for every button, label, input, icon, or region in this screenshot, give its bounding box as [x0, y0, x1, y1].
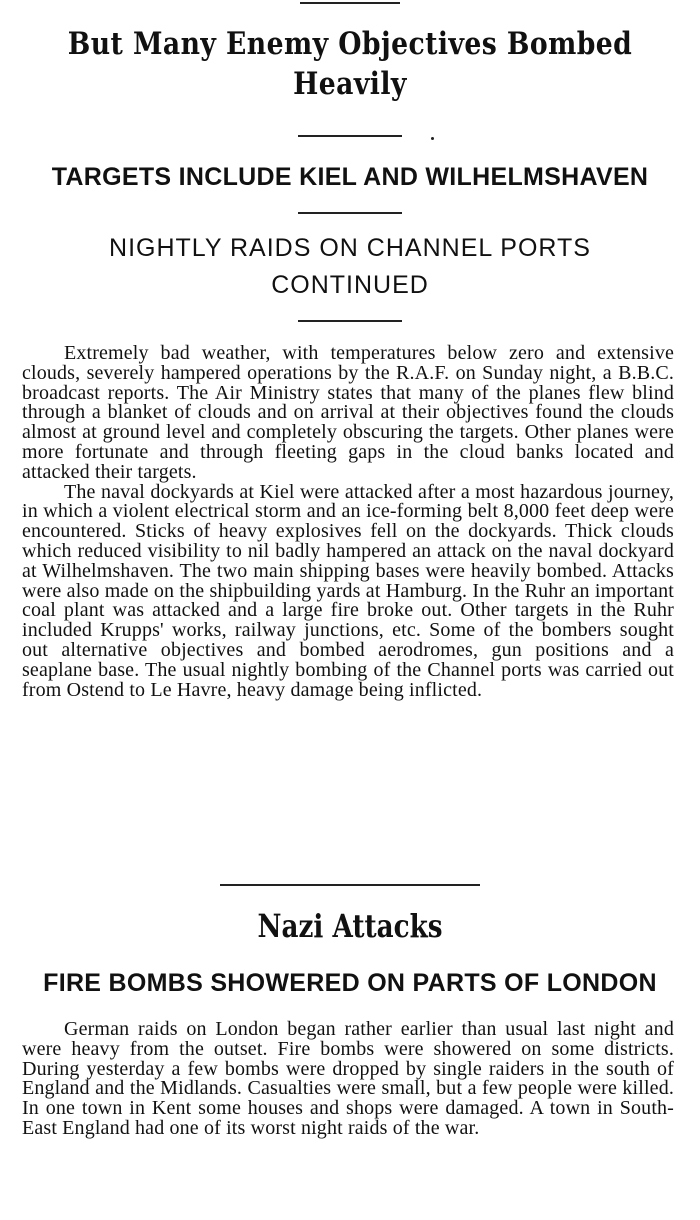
article-headline: But Many Enemy Objectives Bombed Heavily	[67, 26, 633, 102]
article-paragraph: The naval dockyards at Kiel were attacked after a most hazardous journey, in which a violent electrical storm and an ice-forming belt 8,000 feet deep were encountered. Sticks of heavy explosives fell on the dockyards. Thick clouds which reduced visibility to nil badly hampered an attack on the naval dockyard at Wilhelmshaven. The two main shipping bases were heavily bombed. Attacks were also made on the shipbuilding yards at Hamburg. In the Ruhr an important coal plant was attacked and a large fire broke out. Other targets in the Ruhr included Krupps' works, railway junctions, etc. Some of the bombers sought out alternative objectives and bombed aerodromes, gun positions and a seaplane base. The usual nightly bombing of the Channel ports was carried out from Ostend to Le Havre, heavy damage being inflicted.	[22, 480, 674, 701]
article-paragraph: Extremely bad weather, with temperatures below zero and extensive clouds, severely hampered operations by the R.A.F. on Sunday night, a B.B.C. broadcast reports. The Air Ministry states that many of the planes flew blind through a blanket of clouds and on arrival at their objectives found the clouds almost at ground level and completely obscuring the targets. Other planes were more fortunate and through fleeting gaps in the cloud banks located and attacked their targets.	[22, 342, 674, 483]
article-subhead-channel-ports: NIGHTLY RAIDS ON CHANNEL PORTS CONTINUED	[109, 234, 591, 299]
subhead-rule-2	[298, 320, 402, 322]
second-article-body	[22, 1020, 674, 1139]
rule-dot	[431, 137, 434, 140]
subhead-rule	[298, 212, 402, 214]
article-subhead-targets: TARGETS INCLUDE KIEL AND WILHELMSHAVEN	[51, 163, 649, 191]
article-paragraph: German raids on London began rather earlier than usual last night and were heavy from the outset. Fire bombs were showered on some districts. During yesterday a few bombs were dropped by single raiders in the south of England and the Midlands. Casualties were small, but a few people were killed. In one town in Kent some houses and shops were damaged. A town in South-East England had one of its worst night raids of the war.	[22, 1018, 674, 1139]
article-divider	[220, 884, 480, 886]
top-rule	[300, 2, 400, 4]
article-body	[22, 344, 674, 700]
headline-rule	[298, 135, 402, 137]
second-article-subhead: FIRE BOMBS SHOWERED ON PARTS OF LONDON	[43, 969, 657, 997]
second-article-headline: Nazi Attacks	[257, 907, 443, 945]
